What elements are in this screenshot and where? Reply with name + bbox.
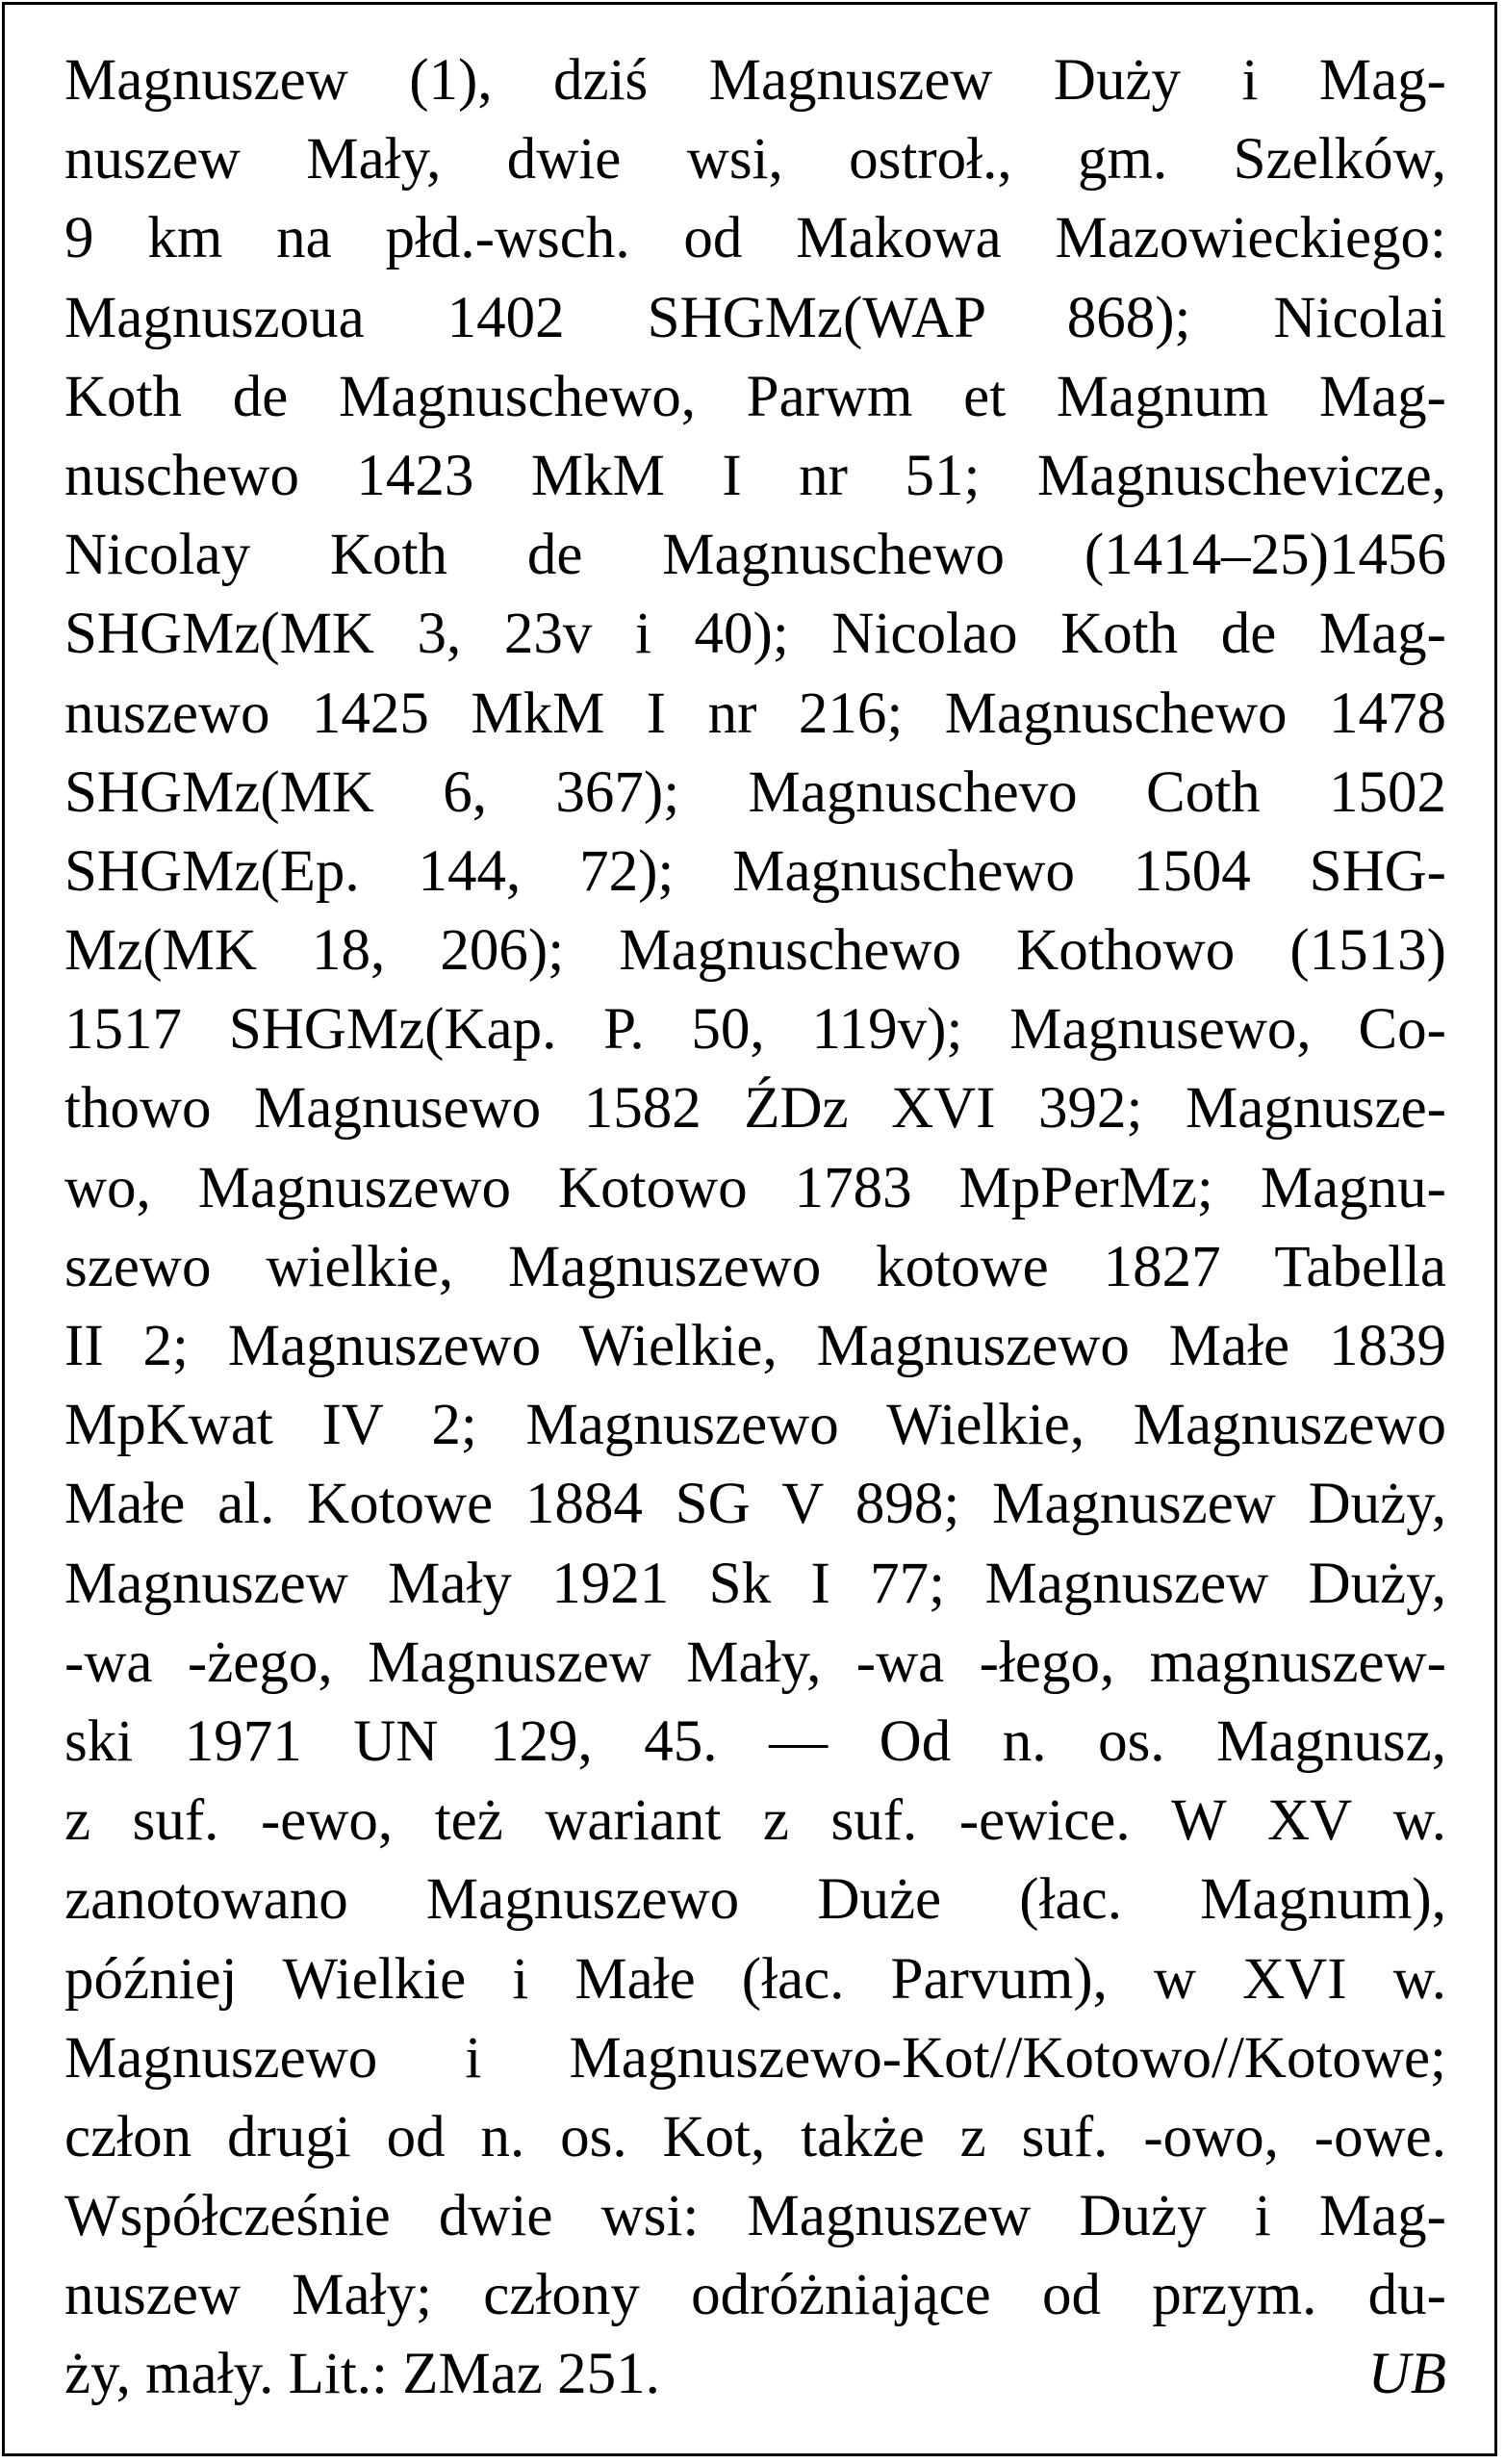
literature-reference: ży, mały. Lit.: ZMaz 251. xyxy=(64,2342,660,2407)
entry-line: szewo wielkie, Magnuszewo kotowe 1827 Tabella xyxy=(64,1234,1446,1299)
entry-line: nuszew Mały; człony odróżniające od przym. du- xyxy=(64,2263,1446,2328)
entry-line: później Wielkie i Małe (łac. Parvum), w XVI w. xyxy=(64,1946,1446,2012)
entry-line: SHGMz(Ep. 144, 72); Magnuschewo 1504 SHG- xyxy=(64,838,1446,904)
entry-line: Małe al. Kotowe 1884 SG V 898; Magnuszew Duży, xyxy=(64,1472,1446,1537)
entry-line: nuszewo 1425 MkM I nr 216; Magnuschewo 1478 xyxy=(64,680,1446,746)
entry-line: Nicolay Koth de Magnuschewo (1414–25)1456 xyxy=(64,523,1446,588)
entry-line: II 2; Magnuszewo Wielkie, Magnuszewo Małe 1839 xyxy=(64,1314,1446,1378)
entry-line: człon drugi od n. os. Kot, także z suf. -owo, -owe. xyxy=(64,2104,1446,2169)
entry-line: z suf. -ewo, też wariant z suf. -ewice. W XV w. xyxy=(64,1788,1446,1854)
entry-line: zanotowano Magnuszewo Duże (łac. Magnum), xyxy=(64,1867,1446,1933)
dictionary-entry-magnuszew xyxy=(64,41,1446,2415)
entry-last-line xyxy=(64,2335,1446,2414)
entry-line: SHGMz(MK 6, 367); Magnuschevo Coth 1502 xyxy=(64,759,1446,825)
entry-line: Mz(MK 18, 206); Magnuschewo Kothowo (1513) xyxy=(64,918,1446,984)
entry-line: Magnuszew (1), dziś Magnuszew Duży i Mag- xyxy=(64,48,1446,113)
entry-line: nuszew Mały, dwie wsi, ostroł., gm. Szelków, xyxy=(64,127,1446,192)
entry-line: ski 1971 UN 129, 45. — Od n. os. Magnusz, xyxy=(64,1708,1446,1774)
entry-line: Magnuszoua 1402 SHGMz(WAP 868); Nicolai xyxy=(64,285,1446,350)
entry-line: Magnuszewo i Magnuszewo-Kot//Kotowo//Kotowe; xyxy=(64,2025,1446,2091)
page-frame xyxy=(2,2,1497,2456)
entry-line: Magnuszew Mały 1921 Sk I 77; Magnuszew Duży, xyxy=(64,1551,1446,1616)
entry-line: wo, Magnuszewo Kotowo 1783 MpPerMz; Magnu- xyxy=(64,1155,1446,1220)
entry-line: MpKwat IV 2; Magnuszewo Wielkie, Magnuszewo xyxy=(64,1393,1446,1458)
entry-line: thowo Magnusewo 1582 ŹDz XVI 392; Magnusze- xyxy=(64,1076,1446,1142)
entry-line: SHGMz(MK 3, 23v i 40); Nicolao Koth de Mag- xyxy=(64,602,1446,667)
entry-line: nuschewo 1423 MkM I nr 51; Magnuschevicze, xyxy=(64,443,1446,508)
entry-line: 9 km na płd.-wsch. od Makowa Mazowieckiego: xyxy=(64,206,1446,271)
author-signature: UB xyxy=(1367,2342,1446,2407)
entry-line: Współcześnie dwie wsi: Magnuszew Duży i Mag- xyxy=(64,2184,1446,2249)
entry-line: -wa -żego, Magnuszew Mały, -wa -łego, magnuszew- xyxy=(64,1630,1446,1695)
entry-line: Koth de Magnuschewo, Parwm et Magnum Mag- xyxy=(64,364,1446,429)
entry-line: 1517 SHGMz(Kap. P. 50, 119v); Magnusewo, Co- xyxy=(64,997,1446,1063)
